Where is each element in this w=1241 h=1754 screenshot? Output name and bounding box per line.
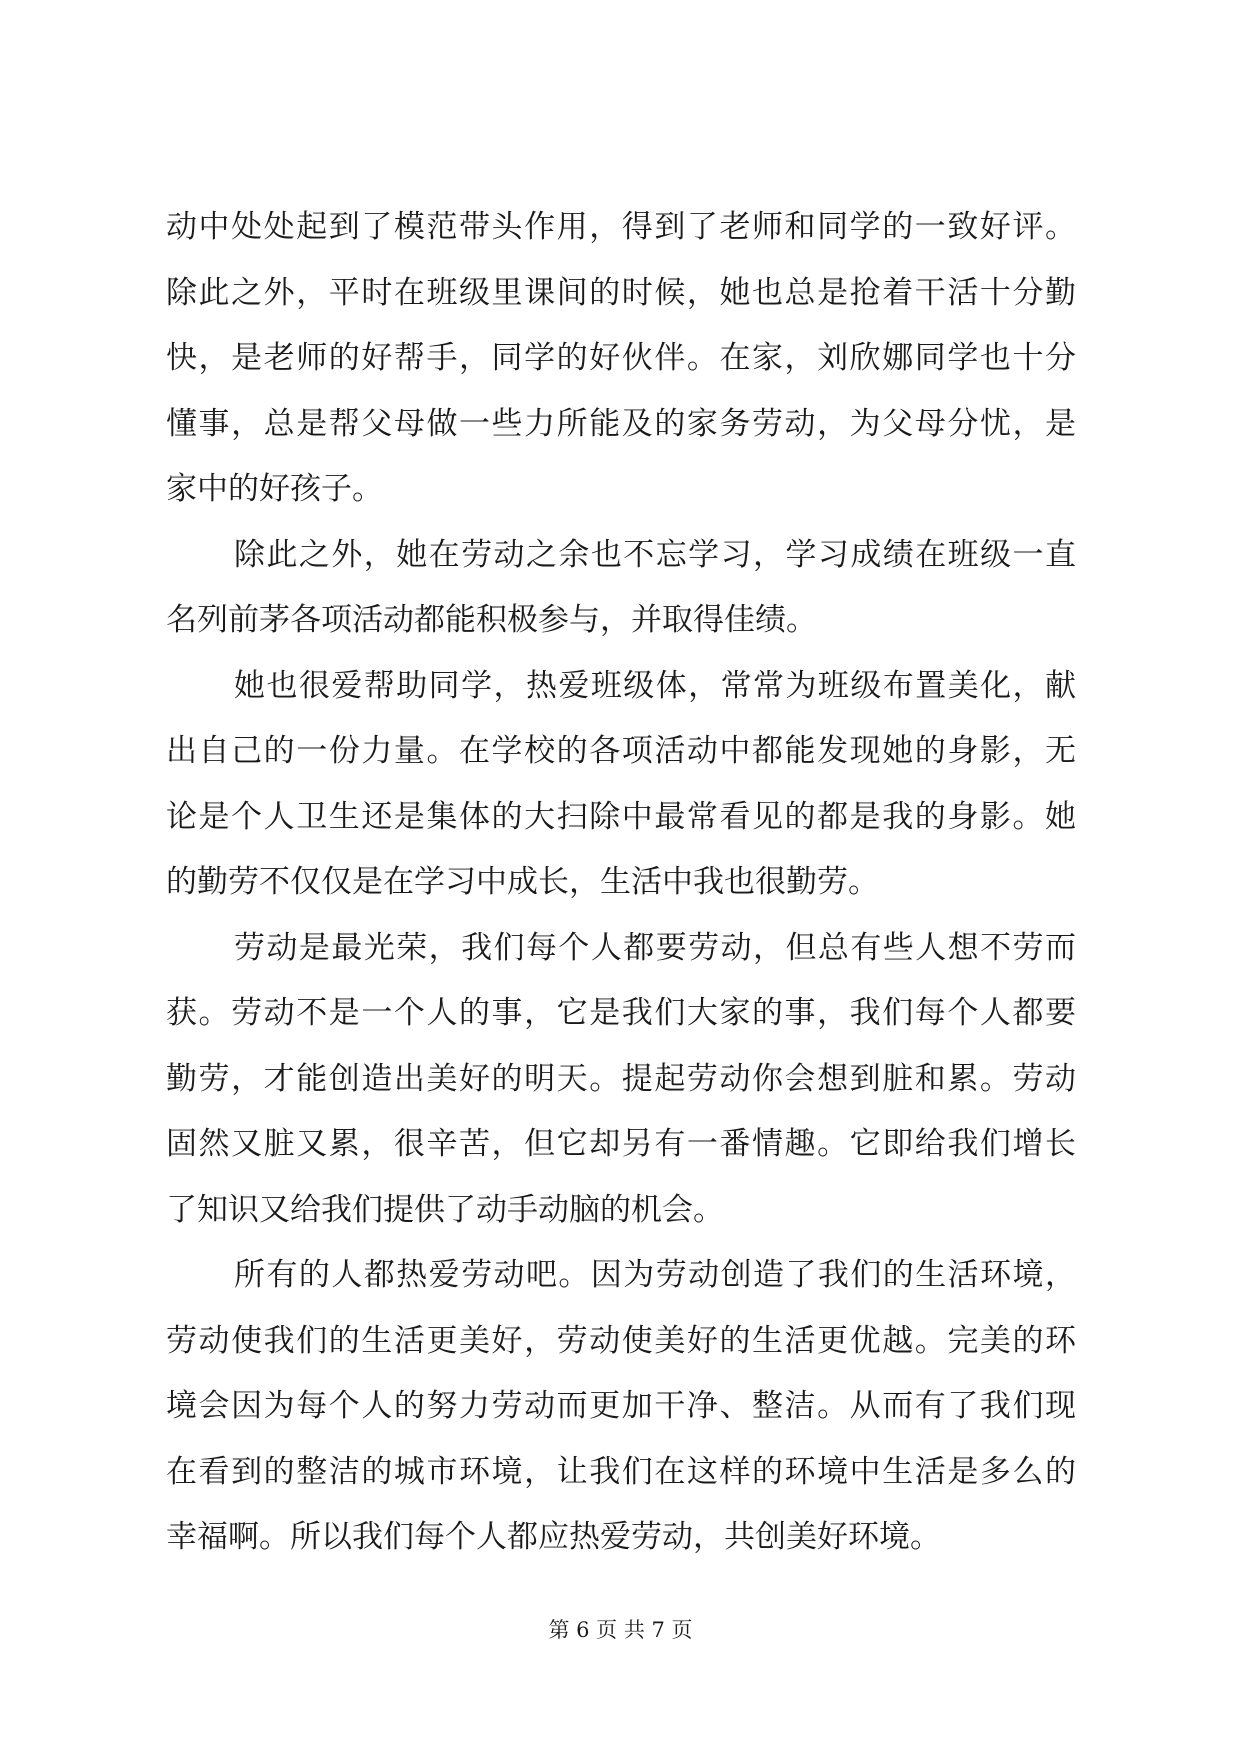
text-line: 境会因为每个人的努力劳动而更加干净、整洁。从而有了我们现 (166, 1388, 1076, 1424)
text-line: 除此之外，平时在班级里课间的时候，她也总是抢着干活十分勤 (166, 274, 1076, 311)
text-line: 劳动使我们的生活更美好，劳动使美好的生活更优越。完美的环 (166, 1322, 1076, 1359)
text-line: 了知识又给我们提供了动手动脑的机会。 (166, 1191, 724, 1228)
text-line: 快，是老师的好帮手，同学的好伙伴。在家，刘欣娜同学也十分 (166, 340, 1076, 376)
text-line: 懂事，总是帮父母做一些力所能及的家务劳动，为父母分忧，是 (166, 405, 1076, 442)
paragraph-first-line: 劳动是最光荣，我们每个人都要劳动，但总有些人想不劳而 (234, 929, 1076, 966)
text-line: 名列前茅各项活动都能积极参与，并取得佳绩。 (166, 602, 817, 638)
body-text (166, 195, 1076, 1571)
paragraph-first-line: 所有的人都热爱劳动吧。因为劳动创造了我们的生活环境， (234, 1257, 1076, 1293)
paragraph-first-line: 除此之外，她在劳动之余也不忘学习，学习成绩在班级一直 (234, 536, 1076, 573)
text-line: 的勤劳不仅仅是在学习中成长，生活中我也很勤劳。 (166, 864, 879, 900)
text-line: 在看到的整洁的城市环境，让我们在这样的环境中生活是多么的 (166, 1453, 1076, 1490)
text-line: 获。劳动不是一个人的事，它是我们大家的事，我们每个人都要 (166, 995, 1076, 1031)
text-line: 动中处处起到了模范带头作用，得到了老师和同学的一致好评。 (166, 209, 1076, 245)
page-number-footer: 第 6 页 共 7 页 (548, 1618, 693, 1642)
text-line: 勤劳，才能创造出美好的明天。提起劳动你会想到脏和累。劳动 (166, 1060, 1076, 1097)
text-line: 论是个人卫生还是集体的大扫除中最常看见的都是我的身影。她 (166, 798, 1076, 835)
text-line: 出自己的一份力量。在学校的各项活动中都能发现她的身影，无 (166, 733, 1076, 769)
text-line: 固然又脏又累，很辛苦，但它却另有一番情趣。它即给我们增长 (166, 1126, 1076, 1162)
text-line: 幸福啊。所以我们每个人都应热爱劳动，共创美好环境。 (166, 1519, 941, 1555)
paragraph-first-line: 她也很爱帮助同学，热爱班级体，常常为班级布置美化，献 (234, 667, 1076, 704)
text-line: 家中的好孩子。 (166, 471, 383, 507)
